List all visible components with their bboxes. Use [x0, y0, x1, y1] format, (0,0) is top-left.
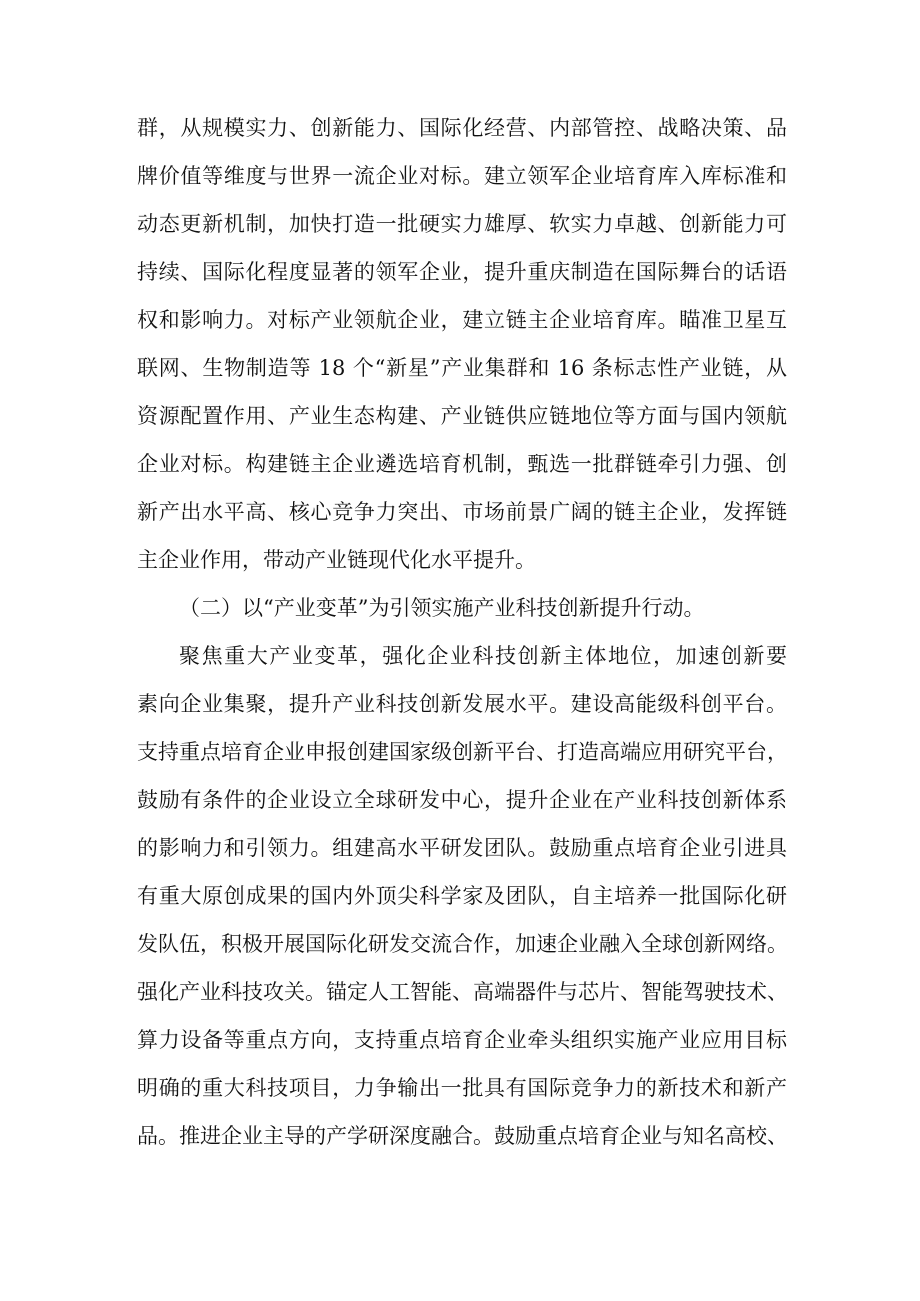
paragraph-2-line-1: 聚焦重大产业变革，强化企业科技创新主体地位，加速创新要 — [179, 644, 787, 668]
paragraph-1-line-2: 牌价值等维度与世界一流企业对标。建立领军企业培育库入库标准和 — [137, 164, 787, 188]
paragraph-2-line-8: 强化产业科技攻关。锚定人工智能、高端器件与芯片、智能驾驶技术、 — [137, 980, 788, 1004]
paragraph-1-line-5: 权和影响力。对标产业领航企业，建立链主企业培育库。瞄准卫星互 — [137, 308, 787, 332]
paragraph-1-line-8: 企业对标。构建链主企业遴选培育机制，甄选一批群链牵引力强、创 — [137, 452, 787, 476]
paragraph-2-line-2: 素向企业集聚，提升产业科技创新发展水平。建设高能级科创平台。 — [137, 692, 787, 716]
paragraph-1-line-9: 新产出水平高、核心竞争力突出、市场前景广阔的链主企业，发挥链 — [137, 500, 787, 524]
paragraph-1-line-7: 资源配置作用、产业生态构建、产业链供应链地位等方面与国内领航 — [137, 404, 787, 428]
section-heading-2: （二）以“产业变革”为引领实施产业科技创新提升行动。 — [179, 596, 705, 620]
paragraph-1-line-6: 联网、生物制造等 18 个“新星”产业集群和 16 条标志性产业链，从 — [137, 356, 787, 380]
paragraph-2-line-9: 算力设备等重点方向，支持重点培育企业牵头组织实施产业应用目标 — [137, 1028, 787, 1052]
paragraph-2-line-10: 明确的重大科技项目，力争输出一批具有国际竞争力的新技术和新产 — [137, 1076, 787, 1100]
paragraph-2-line-3: 支持重点培育企业申报创建国家级创新平台、打造高端应用研究平台， — [137, 740, 788, 764]
paragraph-2-line-11: 品。推进企业主导的产学研深度融合。鼓励重点培育企业与知名高校、 — [137, 1124, 788, 1148]
paragraph-1-line-4: 持续、国际化程度显著的领军企业，提升重庆制造在国际舞台的话语 — [137, 260, 787, 284]
paragraph-2-line-4: 鼓励有条件的企业设立全球研发中心，提升企业在产业科技创新体系 — [137, 788, 787, 812]
paragraph-2-line-5: 的影响力和引领力。组建高水平研发团队。鼓励重点培育企业引进具 — [137, 836, 787, 860]
paragraph-1-line-3: 动态更新机制，加快打造一批硬实力雄厚、软实力卓越、创新能力可 — [137, 212, 787, 236]
paragraph-2-line-7: 发队伍，积极开展国际化研发交流合作，加速企业融入全球创新网络。 — [137, 932, 788, 956]
paragraph-2-line-6: 有重大原创成果的国内外顶尖科学家及团队，自主培养一批国际化研 — [137, 884, 787, 908]
paragraph-1-line-1: 群，从规模实力、创新能力、国际化经营、内部管控、战略决策、品 — [137, 116, 787, 140]
paragraph-1-line-10: 主企业作用，带动产业链现代化水平提升。 — [137, 548, 536, 572]
